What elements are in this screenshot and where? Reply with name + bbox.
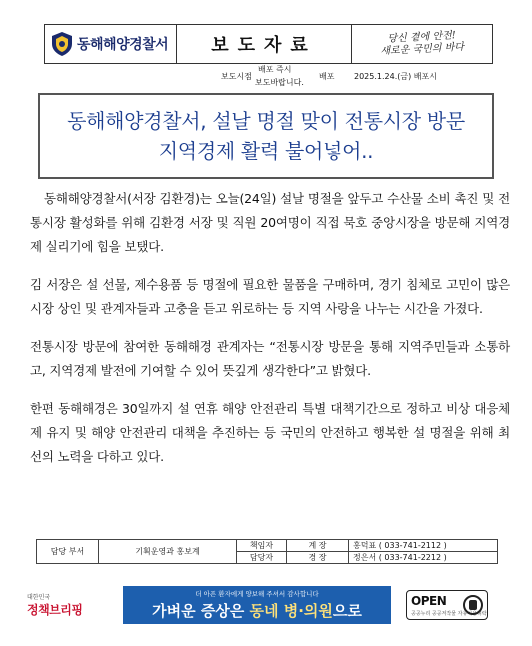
policy-briefing-brand: 정책브리핑	[27, 603, 83, 617]
paragraph-2: 김 서장은 설 선물, 제수용품 등 명절에 필요한 물품을 구매하며, 경기 침체로 고민이 많은 시장 상인 및 관계자들과 고충을 듣고 위로하는 등 지역 사랑을 나누는 시간을 가졌다.	[30, 277, 510, 316]
open-sub: 공공누리 공공저작물 자유이용허락	[411, 611, 487, 617]
release-info	[44, 64, 493, 90]
release-time-value-2: 보도바랍니다.	[255, 78, 304, 87]
banner-top-text: 더 아픈 환자에게 양보해 주셔서 감사합니다	[195, 590, 319, 598]
banner-main-b: 동네 병·의원	[249, 602, 333, 620]
paragraph-3: 전통시장 방문에 참여한 동해해경 관계자는 “전통시장 방문을 통해 지역주민들과 소통하고, 지역경제 발전에 기여할 수 있어 뜻깊게 생각한다”고 밝혔다.	[30, 339, 510, 378]
open-label: OPEN	[411, 594, 447, 608]
paragraph-1: 동해해양경찰서(서장 김환경)는 오늘(24일) 설날 명절을 앞두고 수산물 소비 촉진 및 전통시장 활성화를 위해 김환경 서장 및 직원 20여명이 직접 묵호 중앙시장을 방문해 지역경제 실리기에 힘을 보탰다.	[30, 191, 510, 254]
release-time-value-1: 배포 즉시	[258, 65, 292, 74]
contact-person: 홍덕표 ( 033-741-2112 )	[349, 540, 498, 552]
contact-title: 경 장	[287, 552, 349, 564]
contact-table	[36, 539, 498, 564]
banner-main-text	[123, 600, 391, 621]
slogan-line-2: 새로운 국민의 바다	[380, 41, 465, 58]
headline-line-1: 동해해양경찰서, 설날 명절 맞이 전통시장 방문	[67, 109, 465, 133]
contact-row-1	[37, 540, 498, 552]
press-header	[44, 24, 493, 64]
article-body	[30, 187, 510, 483]
policy-briefing-small: 대한민국	[27, 594, 51, 601]
headline-box	[38, 93, 494, 179]
press-title: 보도자료	[177, 25, 352, 63]
banner-main-c: 으로	[332, 602, 362, 620]
coast-guard-badge-icon	[51, 31, 73, 57]
contact-role: 담당자	[237, 552, 287, 564]
banner-main-a: 가벼운 증상은	[152, 602, 250, 620]
release-dist-label: 배포	[319, 72, 335, 81]
contact-role: 책임자	[237, 540, 287, 552]
agency-logo	[45, 25, 177, 63]
dept-label: 담당 부서	[37, 540, 99, 564]
hospital-banner[interactable]	[123, 586, 391, 624]
slogan-line-1: 당신 곁에 안전!	[387, 30, 457, 45]
dept-value: 기획운영과 홍보계	[99, 540, 237, 564]
contact-title: 계 장	[287, 540, 349, 552]
headline-line-2: 지역경제 활력 불어넣어..	[158, 139, 374, 163]
slogan	[351, 21, 493, 66]
paragraph-4: 한편 동해해경은 30일까지 설 연휴 해양 안전관리 특별 대책기간으로 정하고 비상 대응체제 유지 및 해양 안전관리 대책을 추진하는 등 국민의 안전하고 행복한 설 명절을 위해 최선의 노력을 다하고 있다.	[30, 401, 510, 464]
release-dist-value: 2025.1.24.(금) 배포시	[354, 72, 437, 81]
policy-briefing-logo[interactable]	[27, 592, 97, 618]
license-person-icon	[463, 595, 483, 615]
release-time-label: 보도시점	[221, 72, 252, 81]
open-license-badge[interactable]	[406, 590, 488, 620]
contact-person: 정은서 ( 033-741-2212 )	[349, 552, 498, 564]
agency-name: 동해해양경찰서	[77, 37, 169, 53]
footer	[0, 582, 532, 632]
